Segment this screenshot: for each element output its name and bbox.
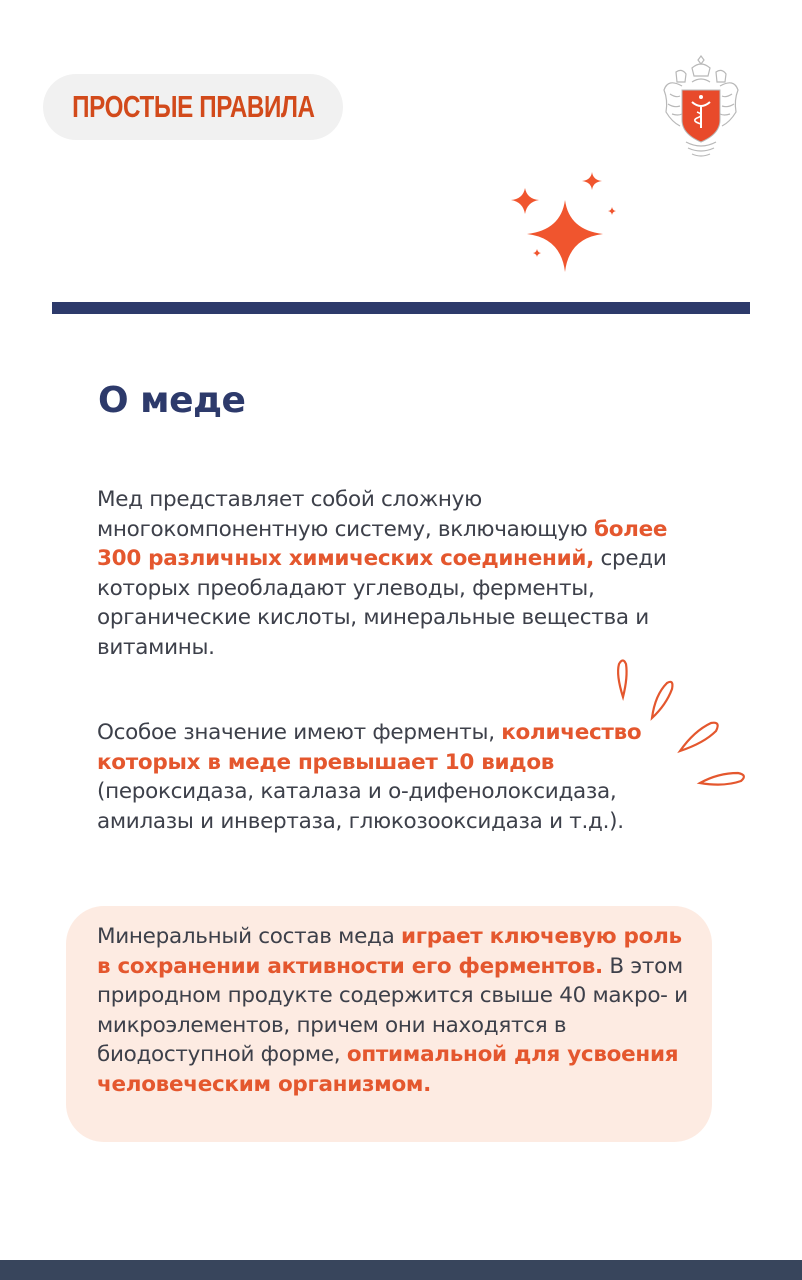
badge-label: ПРОСТЫЕ ПРАВИЛА [71, 89, 315, 124]
highlight-text: играет ключевую роль в сохранении активности его ферментов. [97, 924, 682, 979]
text: Мед представляет собой сложную многокомпонентную систему, включающую [97, 487, 594, 542]
text: среди которых преобладают углеводы, ферменты, органические кислоты, минеральные вещества и витамины. [97, 546, 667, 660]
header-divider [52, 302, 750, 314]
section-badge [43, 74, 343, 140]
footer-bar [0, 1260, 802, 1280]
text: (пероксидаза, каталаза и о-дифенолоксидаза, амилазы и инвертаза, глюкозооксидаза и т.д.). [97, 779, 624, 834]
sparkles-icon [505, 168, 625, 278]
ministry-emblem-icon [662, 50, 740, 160]
paragraph-minerals [97, 922, 697, 1099]
text: В этом природном продукте содержится свыше 40 макро- и микроэлементов, причем они находятся в биодоступной форме, [97, 953, 688, 1067]
page-title: О меде [98, 380, 246, 421]
paragraph-enzymes [97, 718, 707, 836]
paragraph-composition [97, 485, 707, 662]
highlight-text: оптимальной для усвоения человеческим организмом. [97, 1042, 679, 1097]
text: Особое значение имеют ферменты, [97, 720, 502, 745]
highlight-text: более 300 различных химических соединений, [97, 516, 668, 571]
highlight-text: количество которых в меде превышает 10 видов [97, 720, 642, 775]
text: Минеральный состав меда [97, 924, 402, 949]
